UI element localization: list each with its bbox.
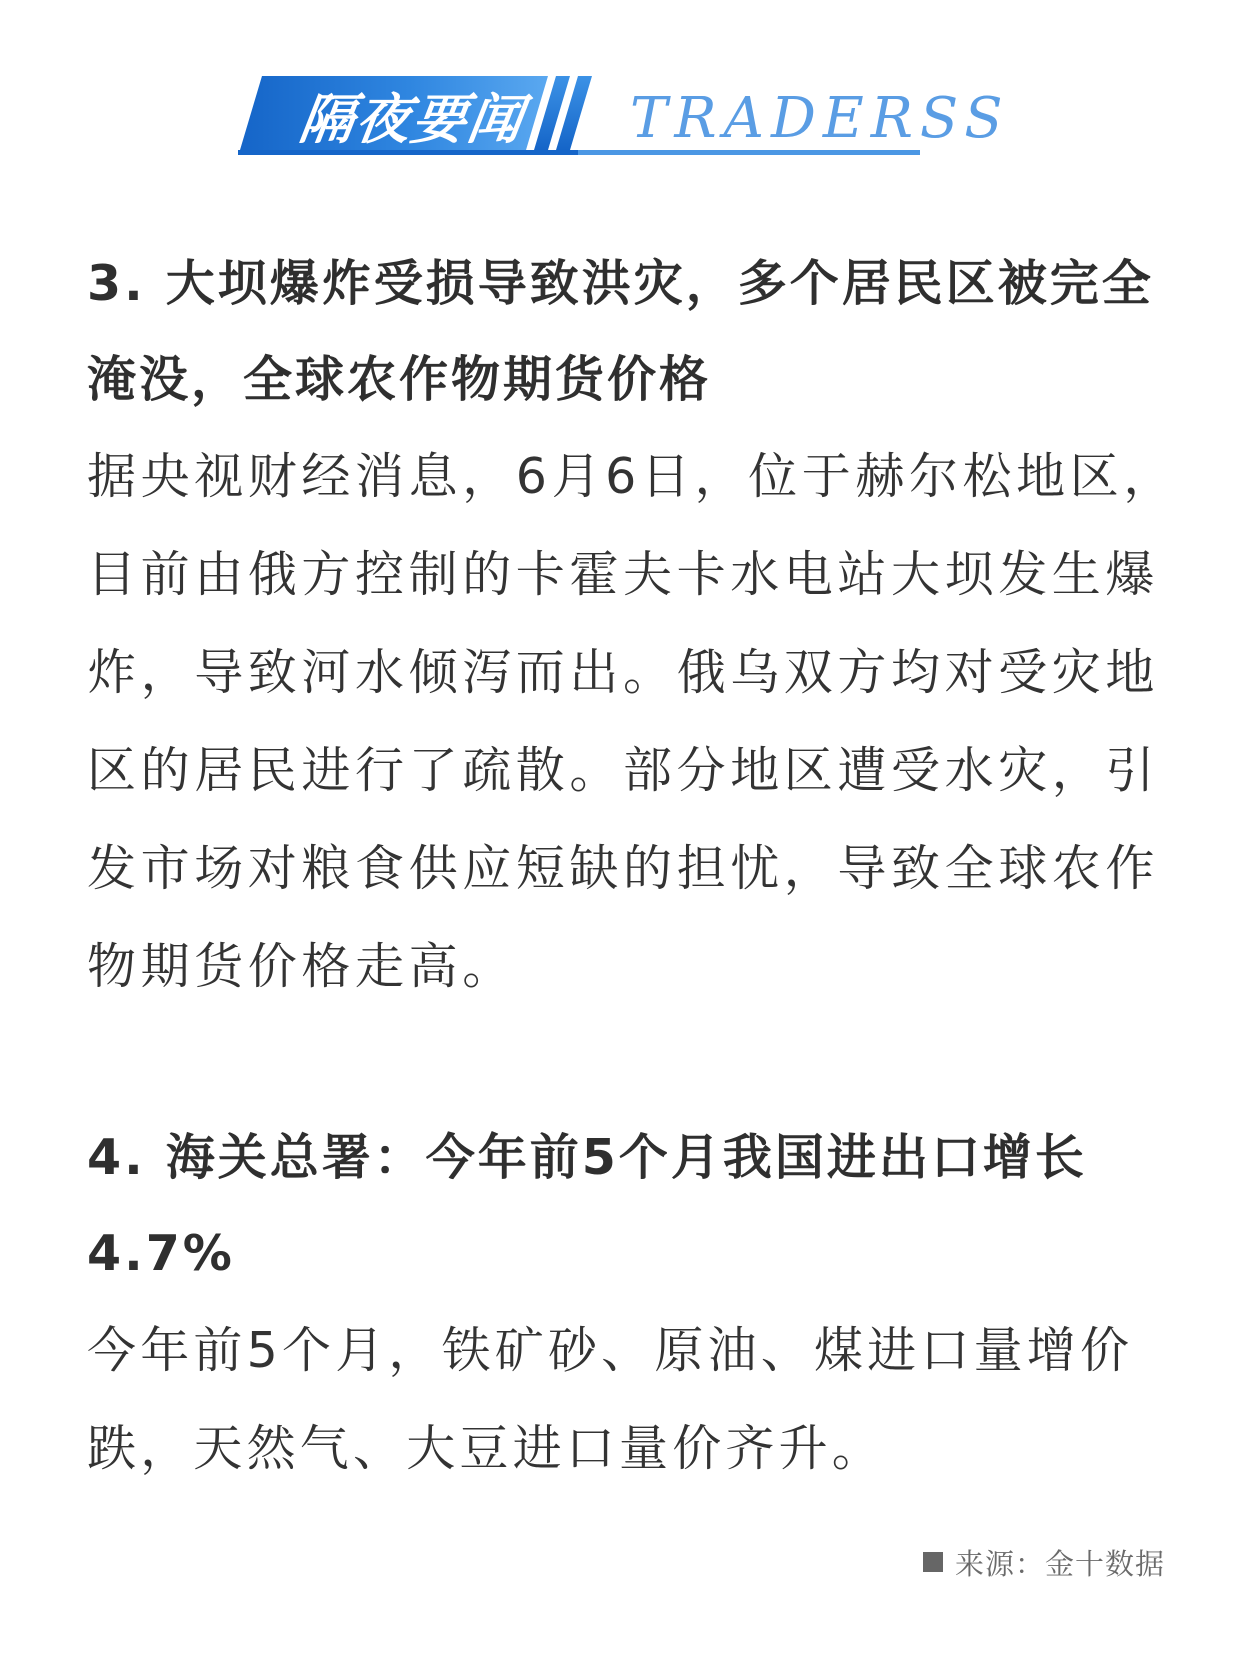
banner-brand: TRADERSS [630, 86, 1010, 151]
news-body: 今年前5个月，铁矿砂、原油、煤进口量增价跌，天然气、大豆进口量价齐升。 [87, 1322, 1134, 1477]
header-banner [0, 0, 1242, 175]
news-body: 据央视财经消息，6月6日，位于赫尔松地区，目前由俄方控制的卡霍夫卡水电站大坝发生爆炸，导致河水倾泻而出。俄乌双方均对受灾地区的居民进行了疏散。部分地区遭受水灾，引发市场对粮食供应短缺的担忧，导致全球农作物期货价格走高。 [87, 448, 1177, 995]
source-label: 来源：金十数据 [954, 1546, 1165, 1581]
banner-title: 隔夜要闻 [295, 87, 529, 151]
news-headline: 4. 海关总署：今年前5个月我国进出口增长4.7% [87, 1129, 1087, 1282]
news-headline: 3. 大坝爆炸受损导致洪灾，多个居民区被完全淹没，全球农作物期货价格 [87, 255, 1154, 408]
square-bullet-icon [923, 1552, 943, 1572]
article-content [87, 236, 1177, 1498]
source-credit [923, 1542, 1165, 1582]
news-item [87, 1110, 1177, 1498]
news-item [87, 236, 1177, 1016]
banner-graphic [0, 0, 1242, 175]
